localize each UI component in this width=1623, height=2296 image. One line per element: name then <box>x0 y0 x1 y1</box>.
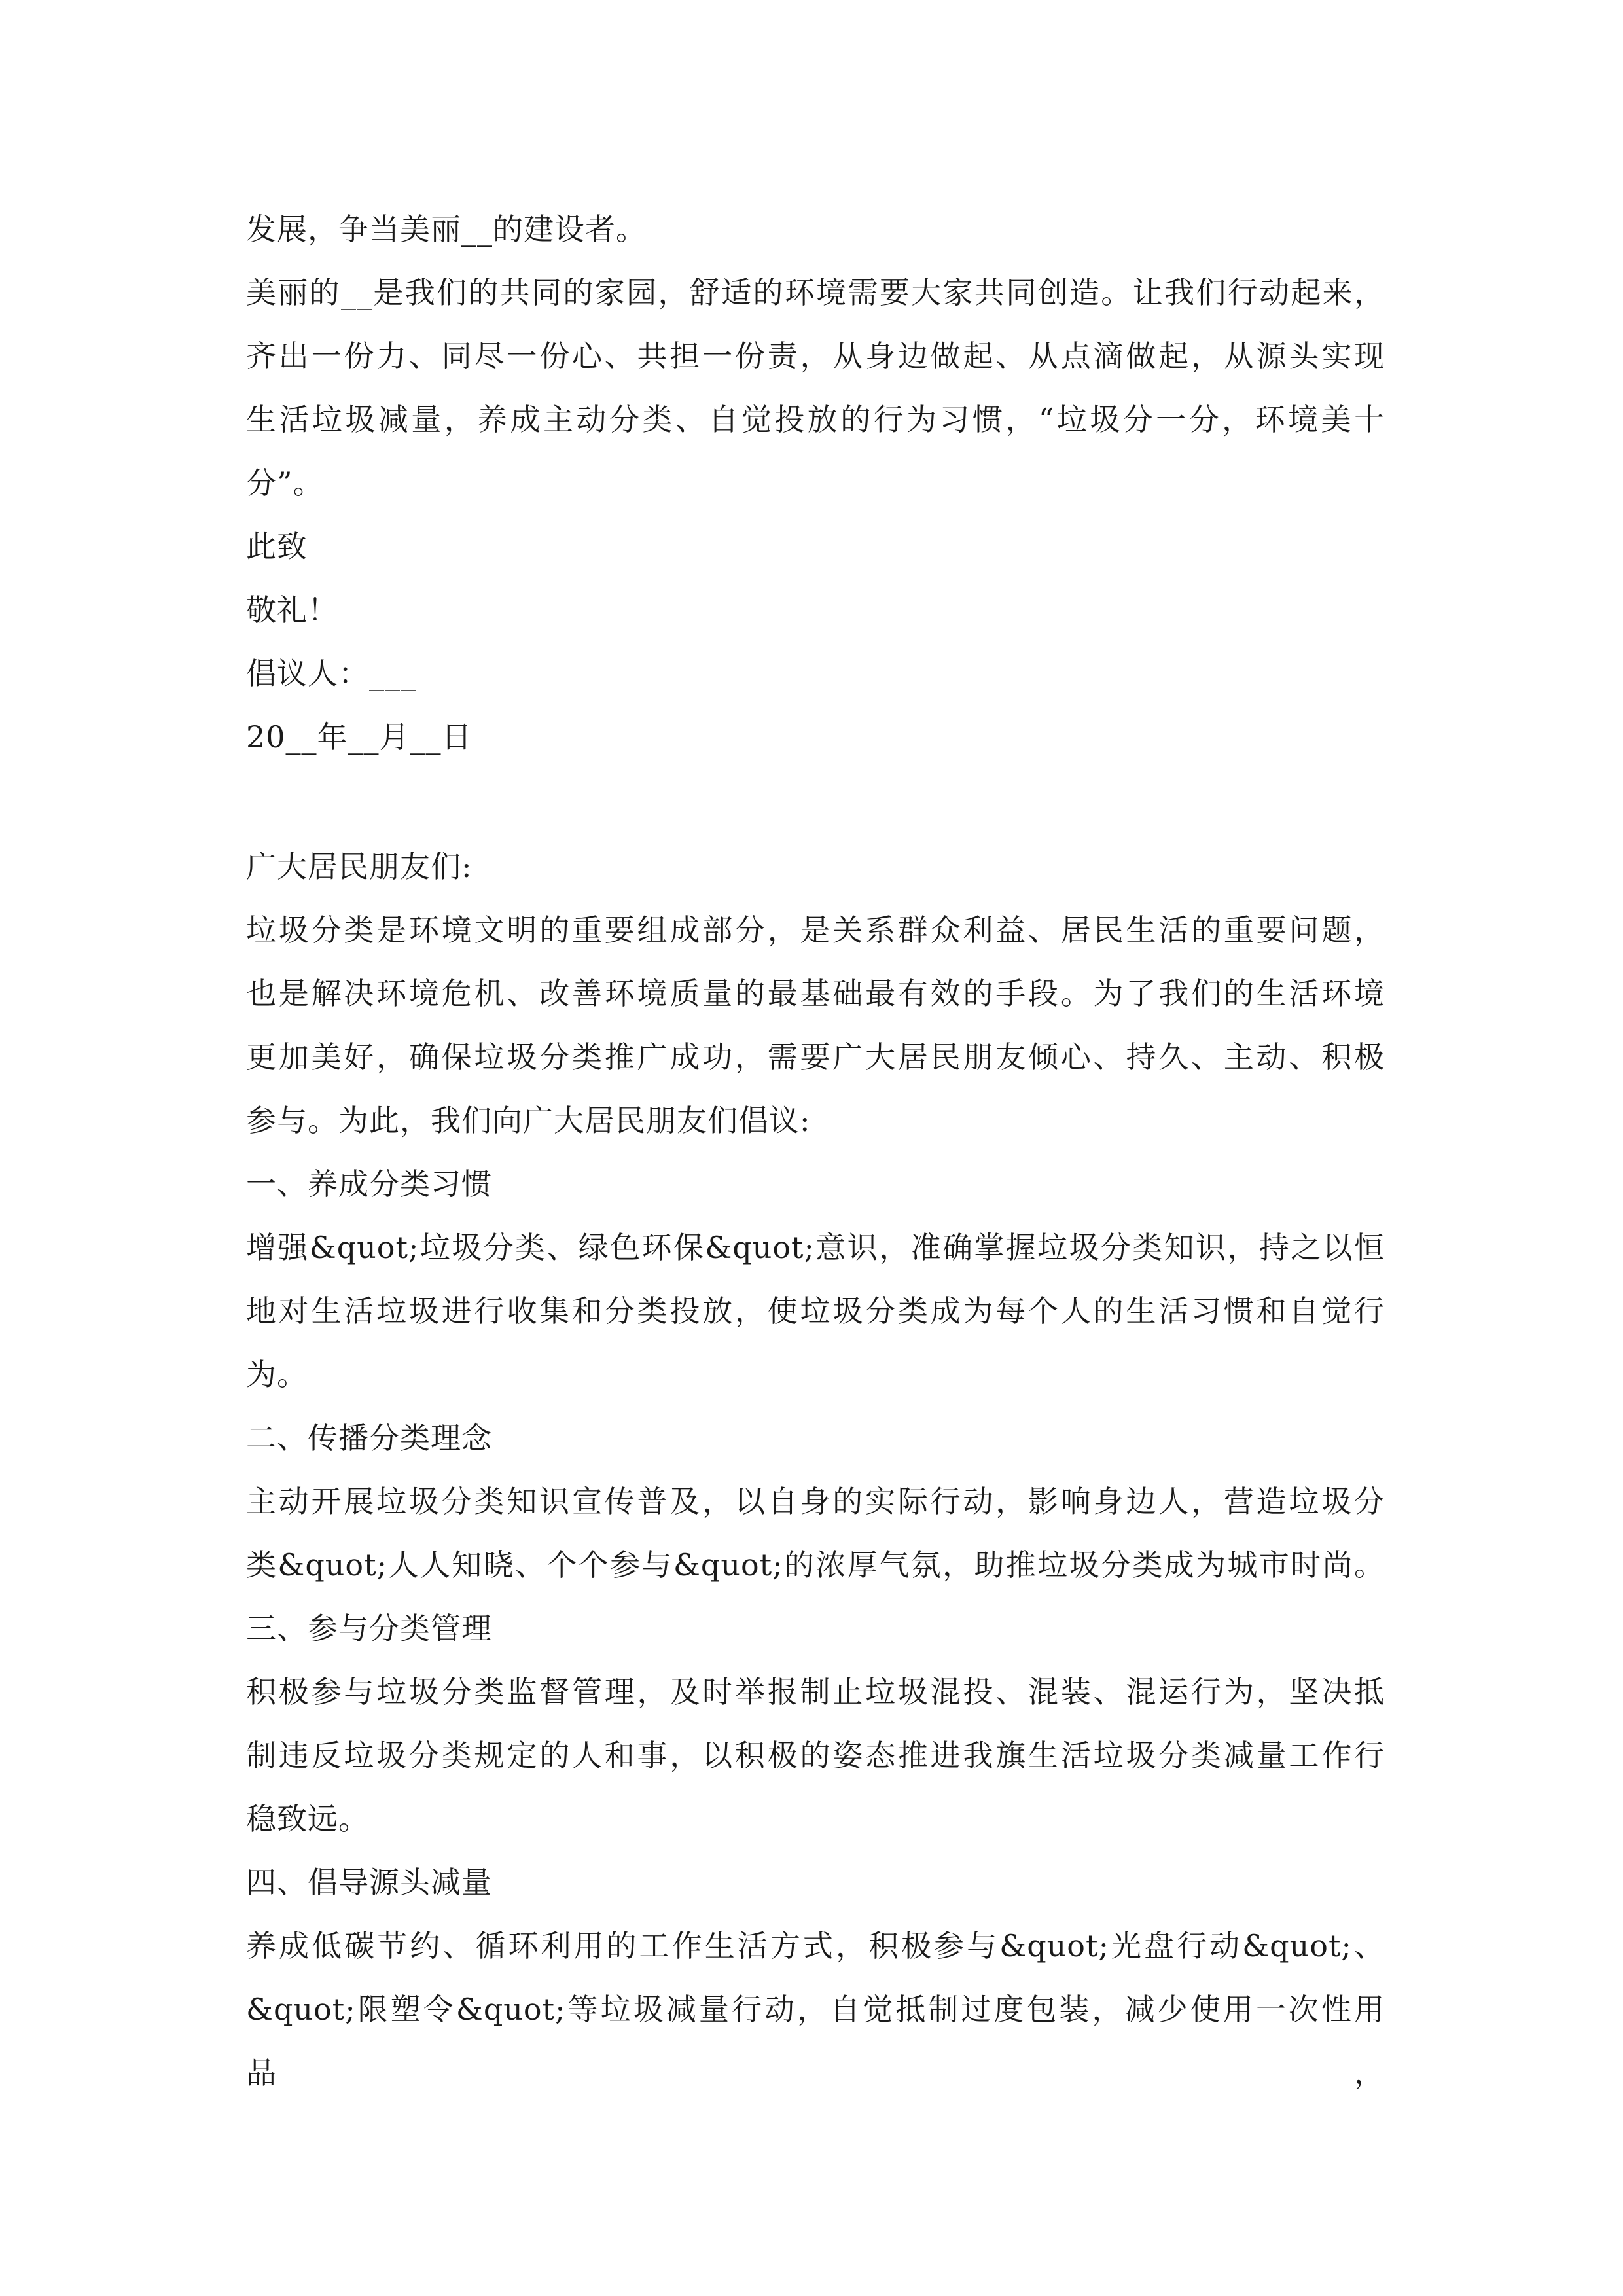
section-heading: 一、养成分类习惯 <box>246 1166 492 1202</box>
paragraph-line: 分”。 <box>246 465 324 501</box>
section-heading: 二、传播分类理念 <box>246 1420 492 1456</box>
paragraph-line: 制违反垃圾分类规定的人和事，以积极的姿态推进我旗生活垃圾分类减量工作行 <box>246 1738 1385 1773</box>
date-line: 20__年__月__日 <box>246 719 473 755</box>
salutation-line: 敬礼！ <box>246 592 338 628</box>
paragraph-line: 参与。为此，我们向广大居民朋友们倡议: <box>246 1103 811 1138</box>
paragraph-line: 稳致远。 <box>246 1801 369 1837</box>
proposal-section <box>246 835 1385 2090</box>
paragraph-line: 齐出一份力、同尽一份心、共担一份责，从身边做起、从点滴做起，从源头实现 <box>246 338 1385 374</box>
paragraph-line: 也是解决环境危机、改善环境质量的最基础最有效的手段。为了我们的生活环境 <box>246 976 1385 1011</box>
paragraph-line: 主动开展垃圾分类知识宣传普及，以自身的实际行动，影响身边人，营造垃圾分 <box>246 1484 1385 1519</box>
paragraph-line: 养成低碳节约、循环利用的工作生活方式，积极参与&quot;光盘行动&quot;、 <box>246 1928 1385 1964</box>
greeting-line: 广大居民朋友们: <box>246 849 473 884</box>
paragraph-line: 更加美好，确保垃圾分类推广成功，需要广大居民朋友倾心、持久、主动、积极 <box>246 1039 1385 1075</box>
paragraph-line: 增强&quot;垃圾分类、绿色环保&quot;意识，准确掌握垃圾分类知识，持之以恒 <box>246 1230 1385 1265</box>
section-heading: 三、参与分类管理 <box>246 1611 492 1646</box>
paragraph-line: 为。 <box>246 1357 308 1392</box>
paragraph-line: 垃圾分类是环境文明的重要组成部分，是关系群众利益、居民生活的重要问题， <box>246 912 1385 948</box>
paragraph-line: 美丽的__是我们的共同的家园，舒适的环境需要大家共同创造。让我们行动起来， <box>246 275 1385 310</box>
paragraph-line: 地对生活垃圾进行收集和分类投放，使垃圾分类成为每个人的生活习惯和自觉行 <box>246 1293 1385 1329</box>
paragraph-line: 发展，争当美丽__的建设者。 <box>246 211 647 247</box>
signature-line: 倡议人：___ <box>246 656 416 691</box>
paragraph-line: 类&quot;人人知晓、个个参与&quot;的浓厚气氛，助推垃圾分类成为城市时尚。 <box>246 1547 1385 1583</box>
section-heading: 四、倡导源头减量 <box>246 1865 492 1900</box>
letter-closing-section <box>246 198 1385 769</box>
salutation-line: 此致 <box>246 529 308 564</box>
paragraph-line: 生活垃圾减量，养成主动分类、自觉投放的行为习惯，“垃圾分一分，环境美十 <box>246 402 1385 437</box>
paragraph-line: 积极参与垃圾分类监督管理，及时举报制止垃圾混投、混装、混运行为，坚决抵 <box>246 1674 1385 1710</box>
paragraph-line: &quot;限塑令&quot;等垃圾减量行动，自觉抵制过度包装，减少使用一次性用品， <box>246 1992 1385 2090</box>
